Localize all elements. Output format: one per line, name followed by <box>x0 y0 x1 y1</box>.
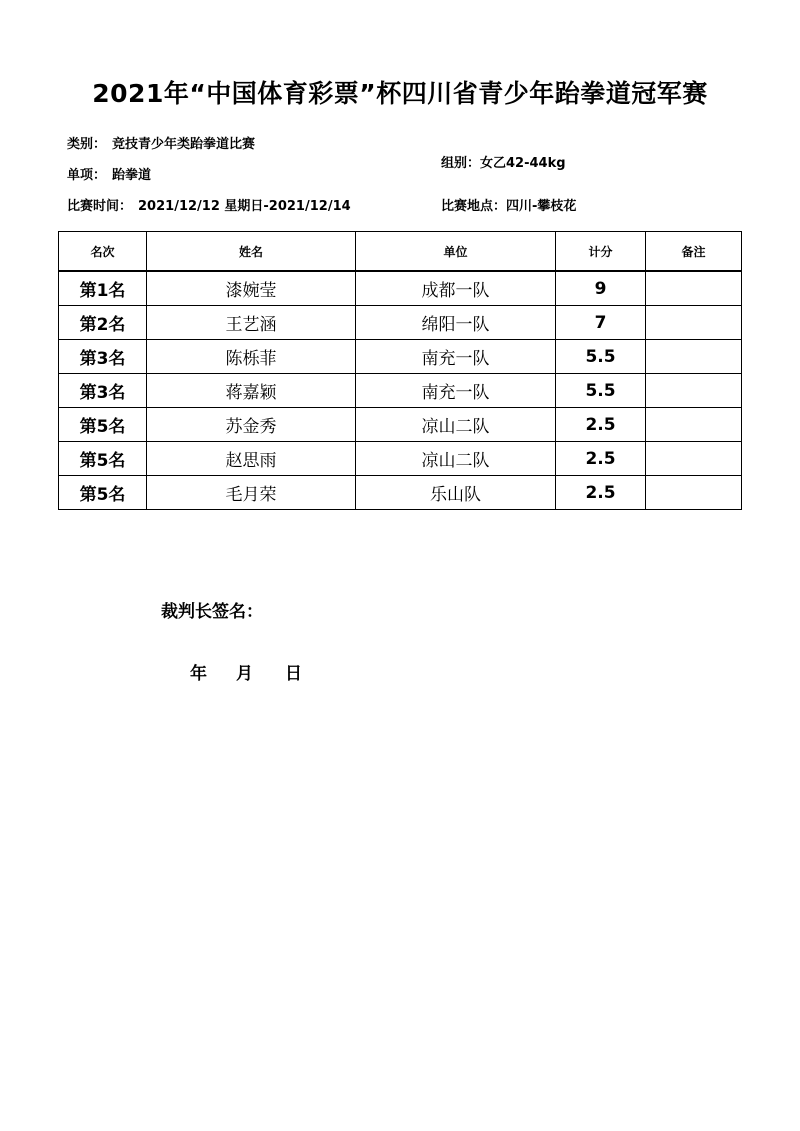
event-line <box>67 164 151 183</box>
unit-cell: 南充一队 <box>356 340 556 374</box>
category-label: 类别： <box>67 137 107 152</box>
results-table <box>58 231 742 510</box>
date-year: 年 <box>190 664 207 684</box>
note-cell <box>646 340 742 374</box>
unit-cell: 绵阳一队 <box>356 306 556 340</box>
header-rank: 名次 <box>59 232 147 272</box>
table-row <box>59 476 742 510</box>
time-line <box>67 195 351 214</box>
event-value: 跆拳道 <box>112 168 152 183</box>
category-line <box>67 133 255 152</box>
header-unit: 单位 <box>356 232 556 272</box>
venue-label: 比赛地点： <box>441 199 507 214</box>
unit-cell: 乐山队 <box>356 476 556 510</box>
table-row <box>59 408 742 442</box>
name-cell: 毛月荣 <box>147 476 356 510</box>
name-cell: 赵思雨 <box>147 442 356 476</box>
note-cell <box>646 408 742 442</box>
score-cell: 5.5 <box>556 374 646 408</box>
page-title: 2021年“中国体育彩票”杯四川省青少年跆拳道冠军赛 <box>92 79 708 108</box>
name-cell: 陈栎菲 <box>147 340 356 374</box>
header-name: 姓名 <box>147 232 356 272</box>
table-row <box>59 306 742 340</box>
score-cell: 5.5 <box>556 340 646 374</box>
table-row <box>59 442 742 476</box>
note-cell <box>646 476 742 510</box>
name-cell: 蒋嘉颖 <box>147 374 356 408</box>
referee-signature-label: 裁判长签名： <box>161 602 263 622</box>
rank-cell: 第5名 <box>59 442 147 476</box>
table-row <box>59 340 742 374</box>
group-label: 组别： <box>441 156 481 171</box>
note-cell <box>646 442 742 476</box>
note-cell <box>646 271 742 306</box>
rank-cell: 第3名 <box>59 374 147 408</box>
score-cell: 2.5 <box>556 476 646 510</box>
group-line <box>441 152 566 171</box>
group-value: 女乙42-44kg <box>480 156 566 171</box>
venue-line <box>441 195 576 214</box>
score-cell: 7 <box>556 306 646 340</box>
rank-cell: 第5名 <box>59 476 147 510</box>
score-cell: 9 <box>556 271 646 306</box>
table-row <box>59 271 742 306</box>
unit-cell: 凉山二队 <box>356 442 556 476</box>
rank-cell: 第3名 <box>59 340 147 374</box>
header-score: 计分 <box>556 232 646 272</box>
rank-cell: 第1名 <box>59 271 147 306</box>
unit-cell: 成都一队 <box>356 271 556 306</box>
venue-value: 四川-攀枝花 <box>506 199 577 214</box>
unit-cell: 凉山二队 <box>356 408 556 442</box>
name-cell: 苏金秀 <box>147 408 356 442</box>
date-day: 日 <box>285 664 302 684</box>
category-value: 竞技青少年类跆拳道比赛 <box>112 137 256 152</box>
table-header-row <box>59 232 742 272</box>
table-row <box>59 374 742 408</box>
header-note: 备注 <box>646 232 742 272</box>
score-cell: 2.5 <box>556 442 646 476</box>
event-label: 单项： <box>67 168 107 183</box>
time-label: 比赛时间： <box>67 199 133 214</box>
name-cell: 王艺涵 <box>147 306 356 340</box>
date-month: 月 <box>236 664 253 684</box>
note-cell <box>646 306 742 340</box>
time-value: 2021/12/12 星期日-2021/12/14 <box>138 199 351 214</box>
note-cell <box>646 374 742 408</box>
rank-cell: 第2名 <box>59 306 147 340</box>
name-cell: 漆婉莹 <box>147 271 356 306</box>
rank-cell: 第5名 <box>59 408 147 442</box>
score-cell: 2.5 <box>556 408 646 442</box>
unit-cell: 南充一队 <box>356 374 556 408</box>
